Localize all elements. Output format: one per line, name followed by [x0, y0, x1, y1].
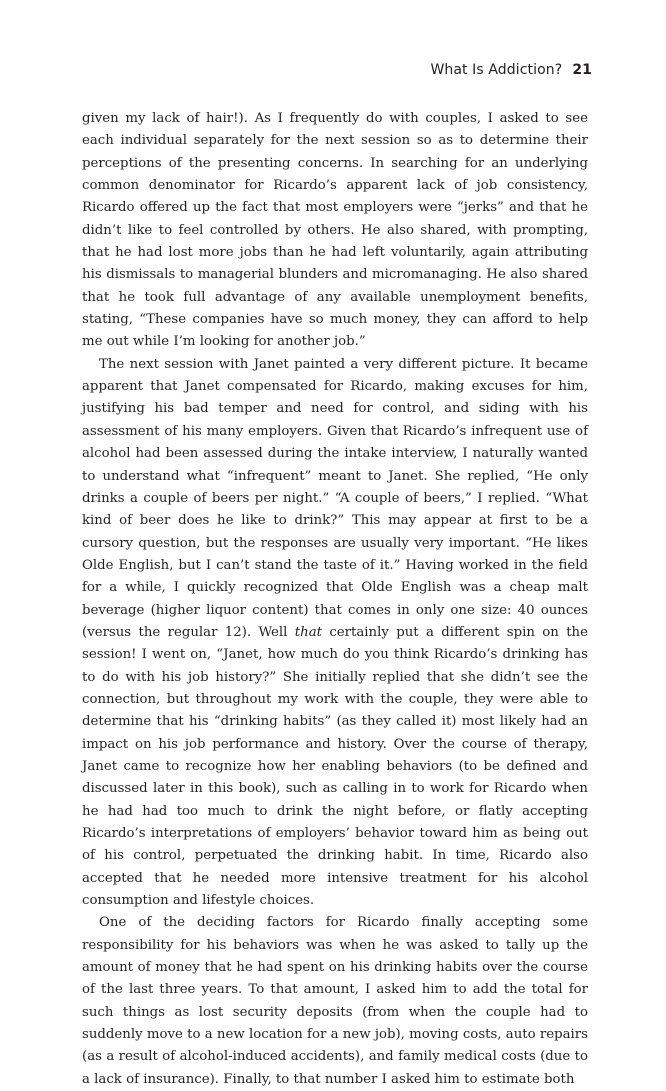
paragraph-1: given my lack of hair!). As I frequently do with couples, I asked to see each individual separately for the next session so as to determine their perceptions of the presenting concerns. In searching for an underlying common denominator for Ricardo’s apparent lack of job consistency, Ricardo offered up the fact that most employers were “jerks” and that he didn’t like to feel controlled by others. He also shared, with prompting, that he had lost more jobs than he had left voluntarily, again attributing his dismissals to managerial blunders and micromanaging. He also shared that he took full advantage of any available unemployment benefits, stating, “These companies have so much money, they can afford to help me out while I’m looking for another job.” [82, 111, 588, 350]
paragraph-2 [82, 354, 588, 913]
paragraph-2-italic-word: that [294, 624, 322, 640]
page-number: 21 [572, 62, 592, 78]
paragraph-2-part-2: certainly put a different spin on the session! I went on, “Janet, how much do you think Ricardo’s drinking has to do with his job history?” She initially replied that she didn’t see the connection, but throughout my work with the couple, they were able to determine that his “drinking habits” (as they called it) most likely had an impact on his job performance and history. Over the course of therapy, Janet came to recognize how her enabling behaviors (to be defined and discussed later in this book), such as calling in to work for Ricardo when he had had too much to drink the night before, or flatly accepting Ricardo’s interpretations of employers’ behavior toward him as being out of his control, perpetuated the drinking habit. In time, Ricardo also accepted that he needed more intensive treatment for his alcohol consumption and lifestyle choices. [82, 624, 588, 909]
running-header [430, 62, 592, 78]
running-title: What Is Addiction? [430, 62, 563, 78]
body-text [82, 108, 588, 1091]
paragraph-3: One of the deciding factors for Ricardo finally accepting some responsibility for his behaviors was when he was asked to tally up the amount of money that he had spent on his drinking habits over the course of the last three years. To that amount, I asked him to add the total for such things as lost security deposits (from when the couple had to suddenly move to a new location for a new job), moving costs, auto repairs (as a result of alcohol-induced accidents), and family medical costs (due to a lack of insurance). Finally, to that number I asked him to estimate both [82, 915, 588, 1087]
paragraph-2-part-1: The next session with Janet painted a very different picture. It became apparent that Janet compensated for Ricardo, making excuses for him, justifying his bad temper and need for control, and siding with his assessment of his many employers. Given that Ricardo’s infrequent use of alcohol had been assessed during the intake interview, I naturally wanted to understand what “infrequent” meant to Janet. She replied, “He only drinks a couple of beers per night.” “A couple of beers,” I replied. “What kind of beer does he like to drink?” This may appear at first to be a cursory question, but the responses are usually very important. “He likes Olde English, but I can’t stand the taste of it.” Having worked in the field for a while, I quickly recognized that Olde English was a cheap malt beverage (higher liquor content) that comes in only one size: 40 ounces (versus the regular 12). Well [82, 356, 588, 640]
